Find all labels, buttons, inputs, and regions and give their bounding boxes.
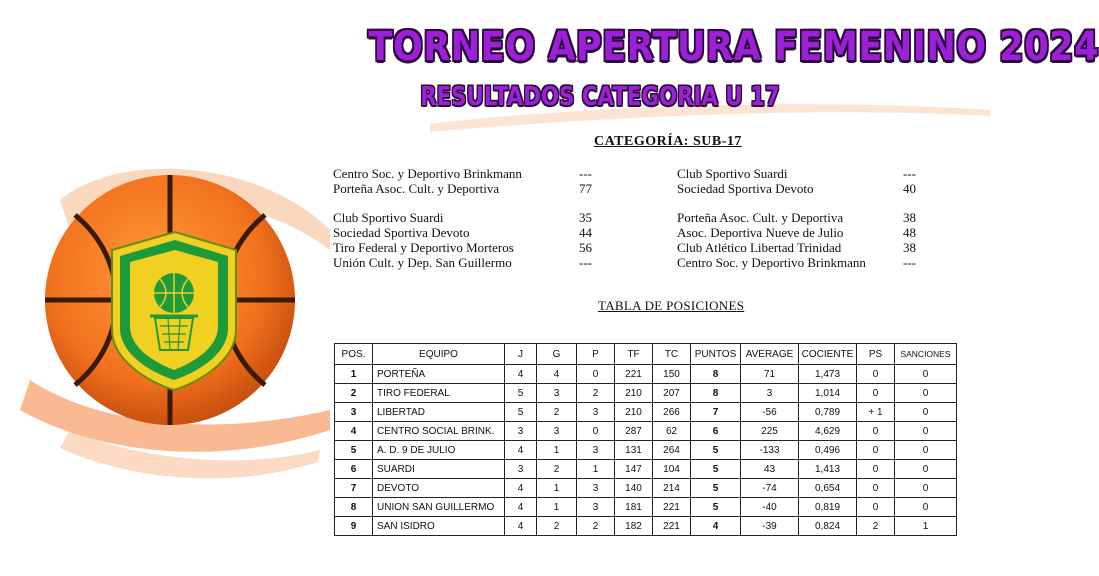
table-cell: 0 <box>895 384 957 403</box>
team-cell: SAN ISIDRO <box>373 517 505 536</box>
table-cell: 3 <box>505 460 537 479</box>
table-cell: 4 <box>505 365 537 384</box>
table-cell: 0,496 <box>799 441 857 460</box>
column-header: TC <box>653 344 691 365</box>
table-cell: 3 <box>505 422 537 441</box>
table-cell: 1 <box>895 517 957 536</box>
table-cell: 3 <box>537 384 577 403</box>
team-cell: LIBERTAD <box>373 403 505 422</box>
table-cell: 2 <box>537 517 577 536</box>
table-cell: 43 <box>741 460 799 479</box>
table-cell: 207 <box>653 384 691 403</box>
table-cell: 71 <box>741 365 799 384</box>
column-header: EQUIPO <box>373 344 505 365</box>
column-header: TF <box>615 344 653 365</box>
table-cell: 147 <box>615 460 653 479</box>
decorative-background <box>0 0 340 576</box>
team-cell: SUARDI <box>373 460 505 479</box>
table-cell: -39 <box>741 517 799 536</box>
table-cell: 2 <box>537 403 577 422</box>
table-cell: 1,413 <box>799 460 857 479</box>
table-header-row <box>335 344 957 365</box>
table-cell: 1,014 <box>799 384 857 403</box>
table-cell: 0,824 <box>799 517 857 536</box>
table-cell: 2 <box>577 517 615 536</box>
table-cell: 1 <box>537 498 577 517</box>
table-cell: 181 <box>615 498 653 517</box>
away-team: Asoc. Deportiva Nueve de Julio <box>677 225 844 240</box>
table-cell: 8 <box>691 384 741 403</box>
table-cell: 0 <box>895 403 957 422</box>
table-cell: 3 <box>577 403 615 422</box>
table-cell: 0 <box>895 422 957 441</box>
page-subtitle: RESULTADOS CATEGORIA U 17 <box>420 82 780 112</box>
table-cell: 1 <box>537 479 577 498</box>
table-cell: 4 <box>505 479 537 498</box>
table-cell: -40 <box>741 498 799 517</box>
column-header: SANCIONES <box>895 344 957 365</box>
home-score: 35 <box>579 210 592 225</box>
table-cell: 1 <box>537 441 577 460</box>
table-row <box>335 403 957 422</box>
column-header: POS. <box>335 344 373 365</box>
table-cell: 8 <box>691 365 741 384</box>
category-heading: CATEGORÍA: SUB-17 <box>594 134 742 149</box>
away-team: Club Atlético Libertad Trinidad <box>677 240 842 255</box>
table-row <box>335 422 957 441</box>
column-header: P <box>577 344 615 365</box>
table-cell: 3 <box>577 479 615 498</box>
column-header: COCIENTE <box>799 344 857 365</box>
column-header: G <box>537 344 577 365</box>
table-row <box>335 384 957 403</box>
page-title: TORNEO APERTURA FEMENINO 2024 <box>368 24 1099 70</box>
table-cell: 4 <box>537 365 577 384</box>
table-cell: 266 <box>653 403 691 422</box>
table-cell: 0 <box>857 498 895 517</box>
table-cell: 221 <box>653 517 691 536</box>
column-header: J <box>505 344 537 365</box>
home-score: --- <box>579 166 592 181</box>
table-cell: -56 <box>741 403 799 422</box>
table-cell: 5 <box>335 441 373 460</box>
away-team: Centro Soc. y Deportivo Brinkmann <box>677 255 866 270</box>
table-cell: 210 <box>615 384 653 403</box>
table-cell: 0 <box>895 460 957 479</box>
away-score: 48 <box>903 225 916 240</box>
table-cell: 182 <box>615 517 653 536</box>
column-header: AVERAGE <box>741 344 799 365</box>
away-score: --- <box>903 166 916 181</box>
home-team: Sociedad Sportiva Devoto <box>333 225 470 240</box>
table-cell: 3 <box>537 422 577 441</box>
table-cell: 1,473 <box>799 365 857 384</box>
table-cell: 3 <box>335 403 373 422</box>
table-cell: 0 <box>857 384 895 403</box>
away-team: Sociedad Sportiva Devoto <box>677 181 814 196</box>
away-score: --- <box>903 255 916 270</box>
table-cell: 7 <box>691 403 741 422</box>
away-score: 38 <box>903 240 916 255</box>
table-cell: 264 <box>653 441 691 460</box>
table-cell: 0 <box>857 479 895 498</box>
table-cell: 5 <box>505 403 537 422</box>
home-score: 56 <box>579 240 592 255</box>
table-cell: 0 <box>857 441 895 460</box>
home-team: Unión Cult. y Dep. San Guillermo <box>333 255 512 270</box>
table-cell: 5 <box>691 441 741 460</box>
away-score: 38 <box>903 210 916 225</box>
table-cell: 0 <box>857 365 895 384</box>
table-cell: 6 <box>691 422 741 441</box>
table-cell: 7 <box>335 479 373 498</box>
table-cell: 6 <box>335 460 373 479</box>
table-cell: 0 <box>895 365 957 384</box>
table-cell: 2 <box>537 460 577 479</box>
table-cell: 5 <box>505 384 537 403</box>
table-cell: 62 <box>653 422 691 441</box>
table-cell: 5 <box>691 460 741 479</box>
home-team: Centro Soc. y Deportivo Brinkmann <box>333 166 522 181</box>
table-cell: 5 <box>691 498 741 517</box>
table-row <box>335 517 957 536</box>
table-cell: 221 <box>653 498 691 517</box>
home-score: 44 <box>579 225 592 240</box>
away-team: Club Sportivo Suardi <box>677 166 788 181</box>
table-cell: 2 <box>577 384 615 403</box>
table-cell: 4 <box>505 498 537 517</box>
table-cell: 1 <box>335 365 373 384</box>
standings-table <box>334 343 957 536</box>
table-cell: 0 <box>895 441 957 460</box>
table-cell: 3 <box>577 441 615 460</box>
home-team: Club Sportivo Suardi <box>333 210 444 225</box>
team-cell: A. D. 9 DE JULIO <box>373 441 505 460</box>
away-team: Porteña Asoc. Cult. y Deportiva <box>677 210 844 225</box>
table-cell: 0,654 <box>799 479 857 498</box>
standings-body <box>335 365 957 536</box>
table-cell: 4 <box>505 441 537 460</box>
away-score: 40 <box>903 181 916 196</box>
table-row <box>335 365 957 384</box>
table-cell: 210 <box>615 403 653 422</box>
table-cell: 0,789 <box>799 403 857 422</box>
table-cell: 0 <box>895 479 957 498</box>
table-row <box>335 479 957 498</box>
table-cell: 0,819 <box>799 498 857 517</box>
home-score: 77 <box>579 181 592 196</box>
team-cell: PORTEÑA <box>373 365 505 384</box>
table-cell: 3 <box>741 384 799 403</box>
column-header: PUNTOS <box>691 344 741 365</box>
team-cell: DEVOTO <box>373 479 505 498</box>
table-cell: 140 <box>615 479 653 498</box>
table-cell: 0 <box>857 460 895 479</box>
table-cell: -133 <box>741 441 799 460</box>
table-cell: 4 <box>335 422 373 441</box>
table-cell: 0 <box>577 365 615 384</box>
standings-title: TABLA DE POSICIONES <box>598 298 745 313</box>
table-cell: + 1 <box>857 403 895 422</box>
association-logo <box>112 232 236 390</box>
table-cell: 287 <box>615 422 653 441</box>
table-cell: 0 <box>857 422 895 441</box>
team-cell: CENTRO SOCIAL BRINK. <box>373 422 505 441</box>
table-cell: 150 <box>653 365 691 384</box>
home-team: Tiro Federal y Deportivo Morteros <box>333 240 514 255</box>
table-cell: 0 <box>895 498 957 517</box>
table-cell: -74 <box>741 479 799 498</box>
table-cell: 214 <box>653 479 691 498</box>
home-score: --- <box>579 255 592 270</box>
home-team: Porteña Asoc. Cult. y Deportiva <box>333 181 500 196</box>
table-cell: 5 <box>691 479 741 498</box>
table-cell: 4,629 <box>799 422 857 441</box>
table-cell: 131 <box>615 441 653 460</box>
table-cell: 1 <box>577 460 615 479</box>
table-cell: 104 <box>653 460 691 479</box>
table-cell: 225 <box>741 422 799 441</box>
table-row <box>335 441 957 460</box>
table-cell: 221 <box>615 365 653 384</box>
table-cell: 0 <box>577 422 615 441</box>
table-cell: 2 <box>335 384 373 403</box>
table-cell: 9 <box>335 517 373 536</box>
team-cell: TIRO FEDERAL <box>373 384 505 403</box>
table-row <box>335 498 957 517</box>
table-cell: 4 <box>691 517 741 536</box>
table-cell: 4 <box>505 517 537 536</box>
table-cell: 3 <box>577 498 615 517</box>
team-cell: UNION SAN GUILLERMO <box>373 498 505 517</box>
table-cell: 2 <box>857 517 895 536</box>
table-cell: 8 <box>335 498 373 517</box>
column-header: PS <box>857 344 895 365</box>
table-row <box>335 460 957 479</box>
